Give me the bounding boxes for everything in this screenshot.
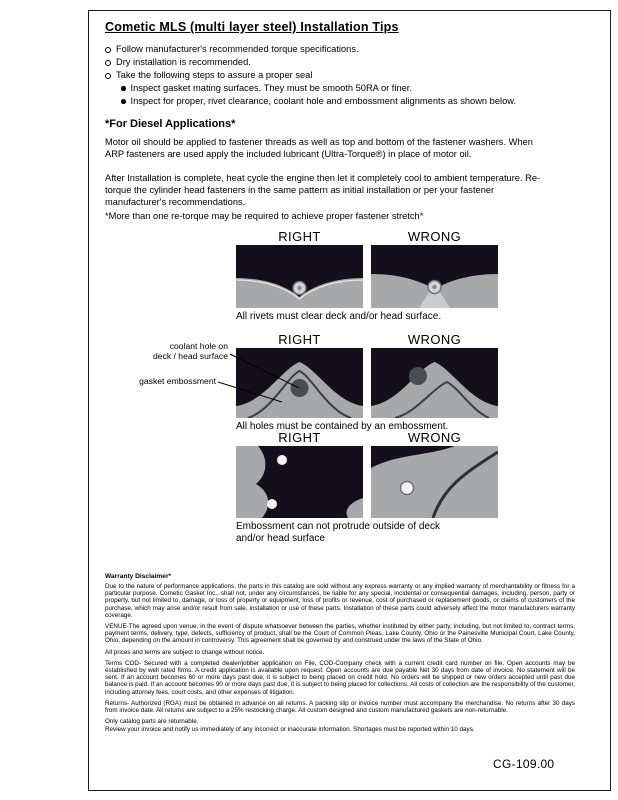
disclaimer-paragraph: All prices and terms are subject to change without notice.	[105, 648, 265, 656]
disclaimer-paragraph: VENUE-The agreed upon venue, in the event of dispute whatsoever between the parties, whether instituted by either party, including, but not limited to, contract terms, payment terms, delivery, type, defects, sufficiency of product, shall be the Court of Common Pleas, Lake County, Ohio or the Painesville Municipal Court, Lake County, Ohio, depending on the amount in controversy. This agreement shall be governed by and construed under the laws of the State of Ohio.	[105, 623, 575, 645]
rivet-clearance-right-diagram	[236, 245, 363, 308]
coolant-hole-label-line1: coolant hole on	[169, 341, 228, 351]
disclaimer-paragraph: Review your invoice and notify us immediately of any incorrect or inaccurate information. Shortages must be reported within 10 days.	[105, 726, 475, 734]
wrong-label: WRONG	[407, 229, 462, 244]
tip-text: Take the following steps to assure a proper seal	[116, 70, 313, 80]
retorque-note: *More than one re-torque may be required to achieve proper fastener stretch*	[105, 211, 424, 221]
document-number: CG-109.00	[493, 757, 555, 771]
installation-tips-list	[105, 44, 565, 109]
diagram-caption: Embossment can not protrude outside of deck and/or head surface	[236, 521, 441, 544]
wrong-label: WRONG	[407, 430, 462, 445]
disclaimer-paragraph: Due to the nature of performance applications, the parts in this catalog are sold without any express warranty or any implied warranty of merchantability or fitness for a particular purpose. Cometic Gasket Inc., shall not, under any circumstances, be liable for any special, incidental or consequential damages, including, person, party or property, but not limited to, damage, or loss of property or equipment, loss of profits or revenue, cost of purchased or replacement goods, or claims of customers of the purchase, which may arise and/or result from sale, installation or use of these parts. Installation of these parts could adversely affect the motor manufacturers warranty coverage.	[105, 583, 575, 619]
page-title: Cometic MLS (multi layer steel) Installation Tips	[105, 20, 399, 34]
diagram-row-rivets	[236, 229, 498, 323]
right-label: RIGHT	[278, 229, 321, 244]
bullet-icon	[105, 47, 111, 53]
wrong-label: WRONG	[407, 332, 462, 347]
diesel-paragraph: Motor oil should be applied to fastener threads as well as top and bottom of the fastener washers. When ARP fasteners are used apply the included lubricant (Ultra-Torque®) in place of motor oil.	[105, 137, 533, 159]
right-label: RIGHT	[278, 332, 321, 347]
disclaimer-paragraph: Returns- Authorized (RGA) must be obtained in advance on all returns. A packing slip or invoice number must accompany the merchandise. No returns after 30 days from invoice date. All returns are subject to a 25% restocking charge. All custom designed and custom manufactured gaskets are non-returnable.	[105, 699, 575, 715]
right-label: RIGHT	[278, 430, 321, 445]
protrusion-wrong-diagram	[371, 446, 498, 518]
bullet-icon	[121, 99, 126, 104]
tip-text: Inspect for proper, rivet clearance, coolant hole and embossment alignments as shown below.	[130, 96, 517, 106]
diagram-right-column	[236, 430, 363, 518]
tip-text: Follow manufacturer's recommended torque specifications.	[116, 44, 359, 54]
diagram-wrong-column	[371, 332, 498, 418]
diagram-wrong-column	[371, 430, 498, 518]
diagram-right-column	[236, 332, 363, 418]
warranty-disclaimer-heading: Warranty Disclaimer*	[105, 573, 172, 580]
tip-text: Dry installation is recommended.	[116, 57, 251, 67]
retorque-paragraph: After Installation is complete, heat cycle the engine then let it completely cool to ambient temperature. Re-torque the cylinder head fasteners in the same pattern as initial installation or per your fastener manufacturer's recommendations.	[105, 173, 541, 207]
diagram-row-protrusion	[236, 430, 498, 544]
hole-embossment-wrong-diagram	[371, 348, 498, 418]
gasket-embossment-label: gasket embossment	[139, 376, 216, 386]
diagram-row-holes	[236, 332, 498, 433]
diagram-wrong-column	[371, 229, 498, 308]
diesel-applications-heading: *For Diesel Applications*	[105, 118, 236, 130]
warranty-disclaimer	[105, 573, 575, 738]
bullet-icon	[105, 60, 111, 66]
protrusion-right-diagram	[236, 446, 363, 518]
list-item	[121, 83, 565, 94]
rivet-clearance-wrong-diagram	[371, 245, 498, 308]
coolant-hole-label	[120, 342, 228, 361]
coolant-hole-label-line2: deck / head surface	[152, 350, 228, 361]
diagram-caption: All rivets must clear deck and/or head surface.	[236, 311, 442, 322]
list-item	[105, 57, 565, 68]
disclaimer-paragraph: Terms COD- Secured with a completed dealer/jobber application on File, COD-Company check with a current credit card number on file. Open accounts may be established by well rated firms. A credit application is available upon request. Open accounts are due payable Net 30 days from date of invoice. No statement will be sent. If an account becomes 60 or more days past due, it is subject to being placed on credit hold. No orders will be shipped or new orders accepted until past due balance is paid. If an account becomes 90 or more days past due, it is subject to being placed for collections. All costs of collection are the responsibility of the customer, including attorney fees, court costs, and other expenses of litigation.	[105, 659, 575, 696]
diagram-caption: All holes must be contained by an embossment.	[236, 421, 449, 432]
hole-embossment-right-diagram	[236, 348, 363, 418]
list-item	[105, 70, 565, 81]
diagram-right-column	[236, 229, 363, 308]
tip-text: Inspect gasket mating surfaces. They must be smooth 50RA or finer.	[130, 83, 412, 93]
list-item	[121, 96, 565, 107]
bullet-icon	[121, 86, 126, 91]
bullet-icon	[105, 73, 111, 79]
disclaimer-paragraph: Only catalog parts are returnable.	[105, 718, 199, 726]
list-item	[105, 44, 565, 55]
